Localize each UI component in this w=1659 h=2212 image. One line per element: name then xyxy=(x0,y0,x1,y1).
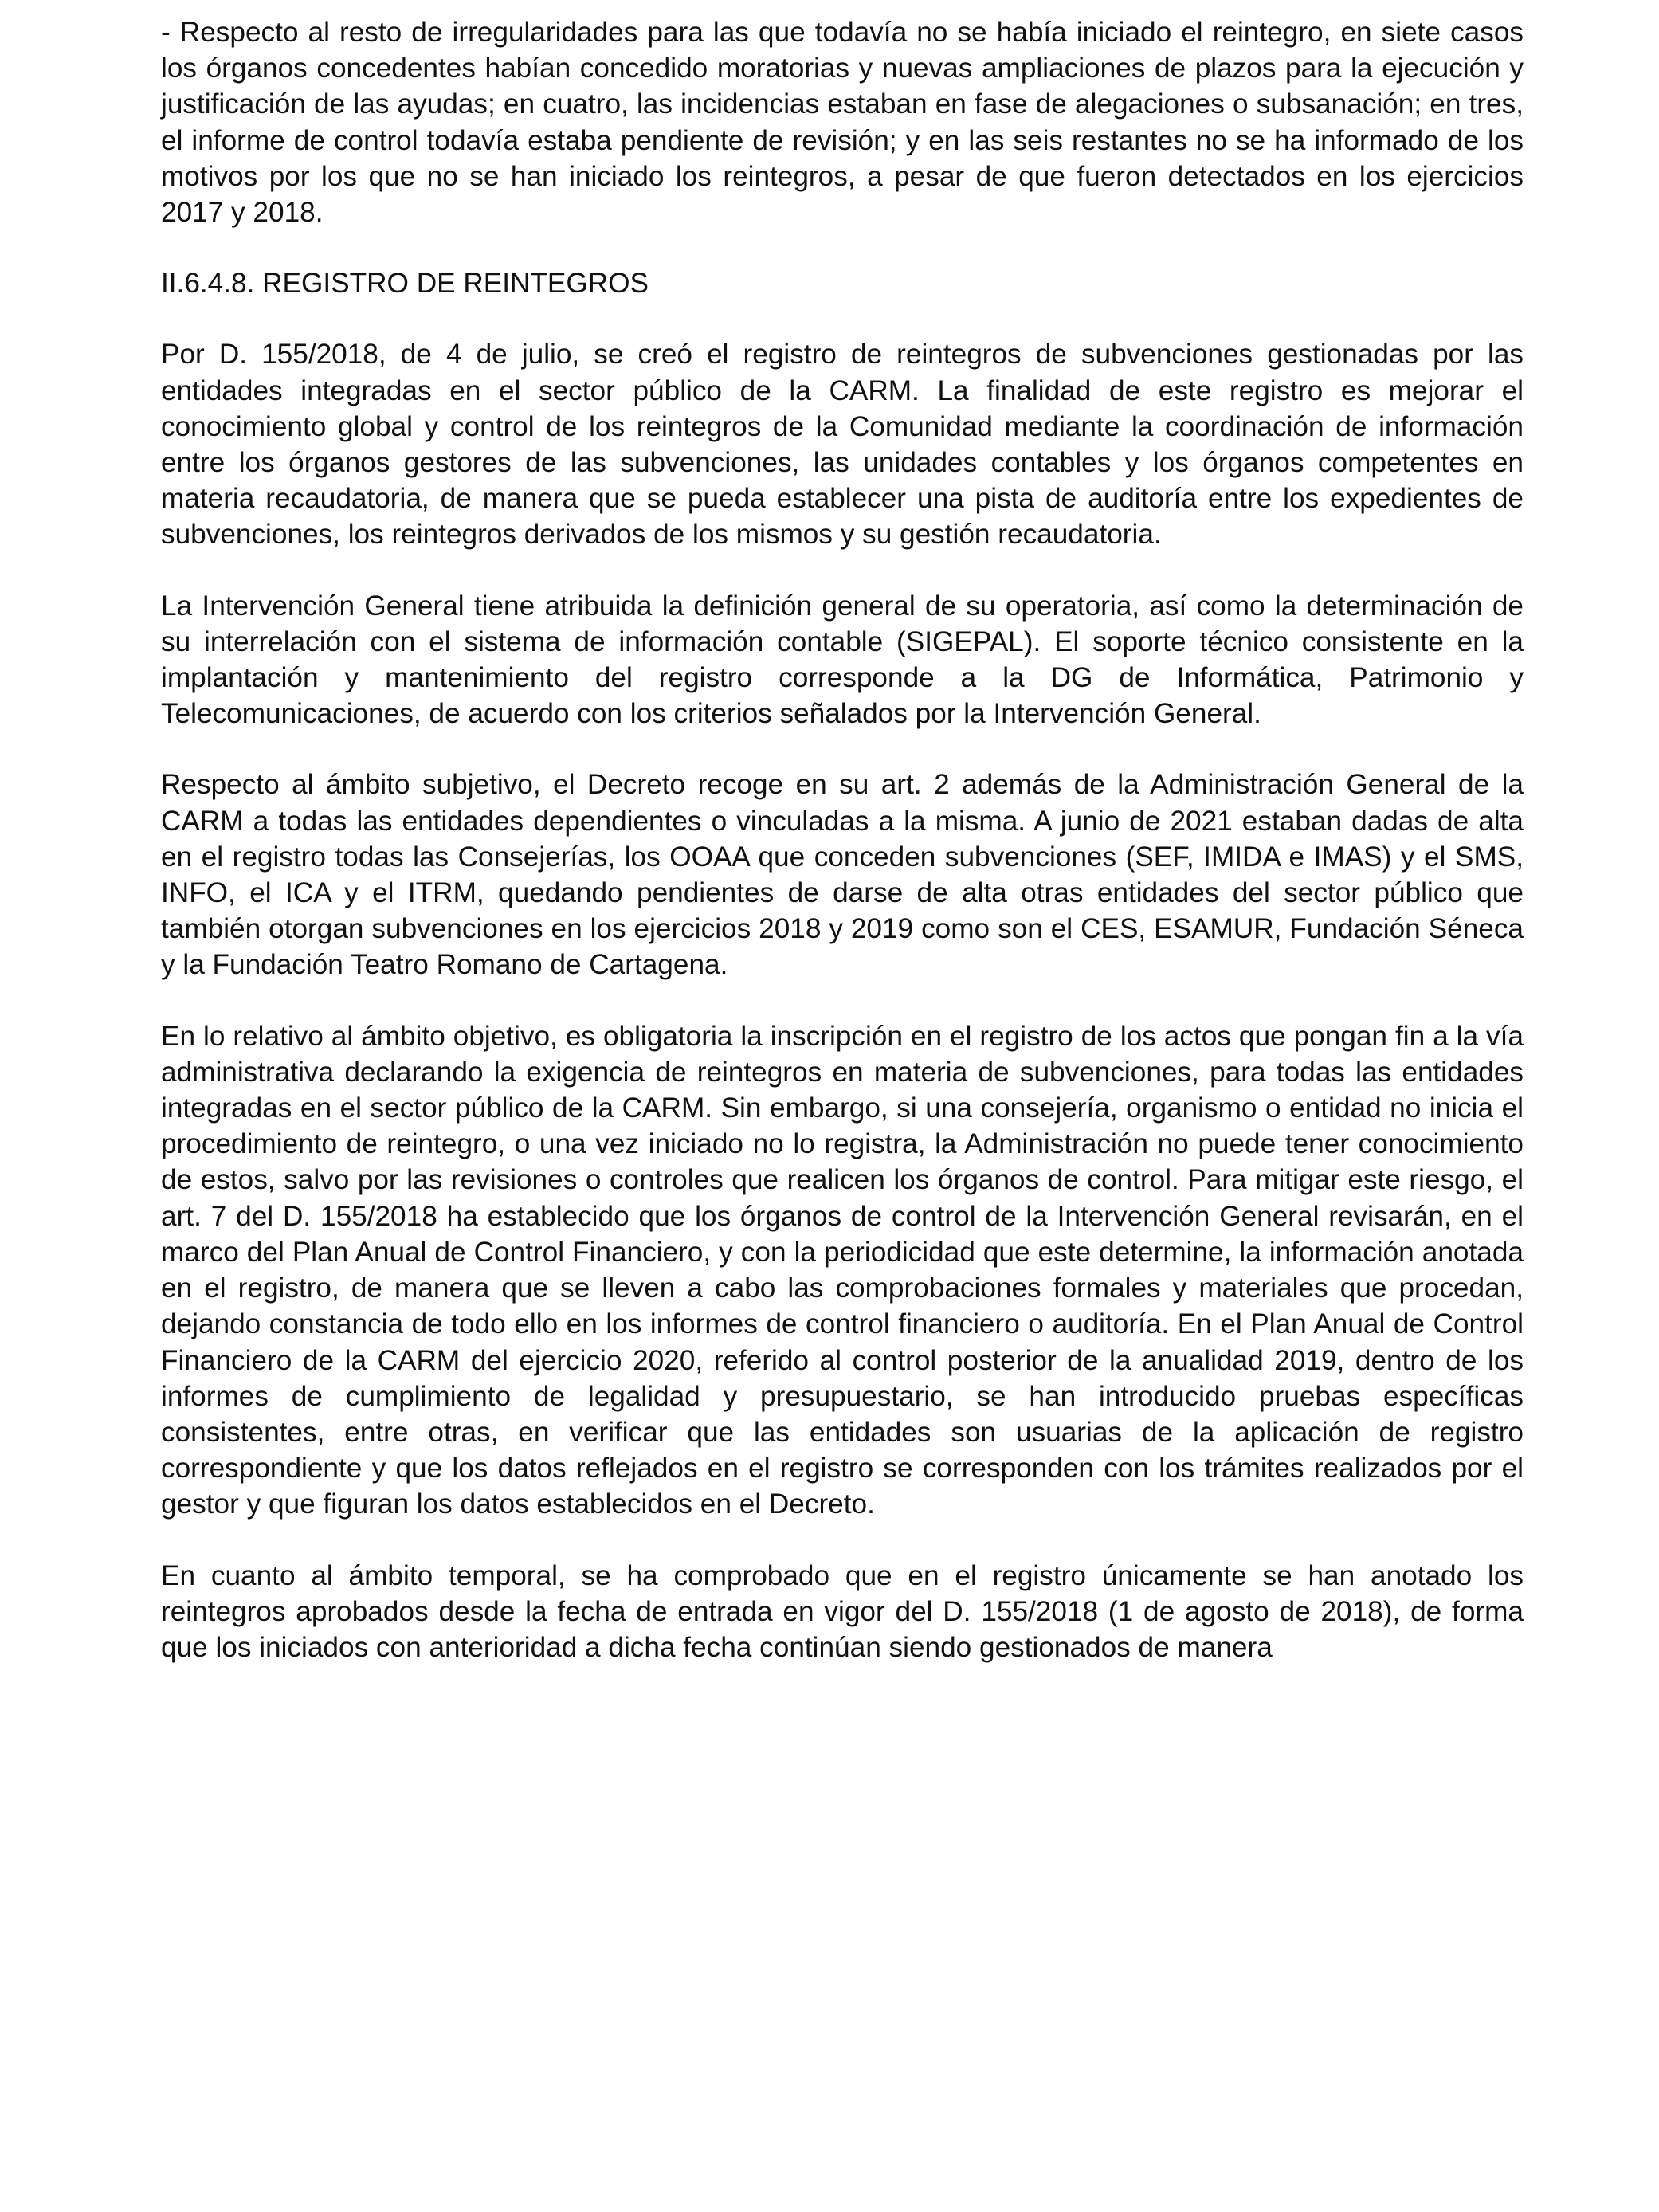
document-page xyxy=(161,14,1524,1665)
section-heading: II.6.4.8. REGISTRO DE REINTEGROS xyxy=(161,268,649,300)
paragraph-ambito-temporal: En cuanto al ámbito temporal, se ha comprobado que en el registro únicamente se han anotado los reintegros aprobados desde la fecha de entrada en vigor del D. 155/2018 (1 de agosto de 2018), de forma que los iniciados con anterioridad a dicha fecha continúan siendo gestionados de manera xyxy=(161,1559,1524,1663)
paragraph-ambito-subjetivo: Respecto al ámbito subjetivo, el Decreto recoge en su art. 2 además de la Administración General de la CARM a todas las entidades dependientes o vinculadas a la misma. A junio de 2021 estaban dadas de alta en el registro todas las Consejerías, los OOAA que conceden subvenciones (SEF, IMIDA e IMAS) y el SMS, INFO, el ICA y el ITRM, quedando pendientes de darse de alta otras entidades del sector público que también otorgan subvenciones en los ejercicios 2018 y 2019 como son el CES, ESAMUR, Fundación Séneca y la Fundación Teatro Romano de Cartagena. xyxy=(161,769,1524,981)
intro-paragraph: - Respecto al resto de irregularidades para las que todavía no se había iniciado el reintegro, en siete casos los órganos concedentes habían concedido moratorias y nuevas ampliaciones de plazos para la ejecución y justificación de las ayudas; en cuatro, las incidencias estaban en fase de alegaciones o subsanación; en tres, el informe de control todavía estaba pendiente de revisión; y en las seis restantes no se ha informado de los motivos por los que no se han iniciado los reintegros, a pesar de que fueron detectados en los ejercicios 2017 y 2018. xyxy=(161,17,1524,229)
paragraph-creation-decree: Por D. 155/2018, de 4 de julio, se creó el registro de reintegros de subvenciones gestionadas por las entidades integradas en el sector público de la CARM. La finalidad de este registro es mejorar el conocimiento global y control de los reintegros de la Comunidad mediante la coordinación de información entre los órganos gestores de las subvenciones, las unidades contables y los órganos competentes en materia recaudatoria, de manera que se pueda establecer una pista de auditoría entre los expedientes de subvenciones, los reintegros derivados de los mismos y su gestión recaudatoria. xyxy=(161,339,1524,551)
paragraph-ambito-objetivo: En lo relativo al ámbito objetivo, es obligatoria la inscripción en el registro de los actos que pongan fin a la vía administrativa declarando la exigencia de reintegros en materia de subvenciones, para todas las entidades integradas en el sector público de la CARM. Sin embargo, si una consejería, organismo o entidad no inicia el procedimiento de reintegro, o una vez iniciado no lo registra, la Administración no puede tener conocimiento de estos, salvo por las revisiones o controles que realicen los órganos de control. Para mitigar este riesgo, el art. 7 del D. 155/2018 ha establecido que los órganos de control de la Intervención General revisarán, en el marco del Plan Anual de Control Financiero, y con la periodicidad que este determine, la información anotada en el registro, de manera que se lleven a cabo las comprobaciones formales y materiales que procedan, dejando constancia de todo ello en los informes de control financiero o auditoría. En el Plan Anual de Control Financiero de la CARM del ejercicio 2020, referido al control posterior de la anualidad 2019, dentro de los informes de cumplimiento de legalidad y presupuestario, se han introducido pruebas específicas consistentes, entre otras, en verificar que las entidades son usuarias de la aplicación de registro correspondiente y que los datos reflejados en el registro se corresponden con los trámites realizados por el gestor y que figuran los datos establecidos en el Decreto. xyxy=(161,1020,1524,1520)
paragraph-intervencion-general: La Intervención General tiene atribuida la definición general de su operatoria, así como la determinación de su interrelación con el sistema de información contable (SIGEPAL). El soporte técnico consistente en la implantación y mantenimiento del registro corresponde a la DG de Informática, Patrimonio y Telecomunicaciones, de acuerdo con los criterios señalados por la Intervención General. xyxy=(161,590,1524,730)
